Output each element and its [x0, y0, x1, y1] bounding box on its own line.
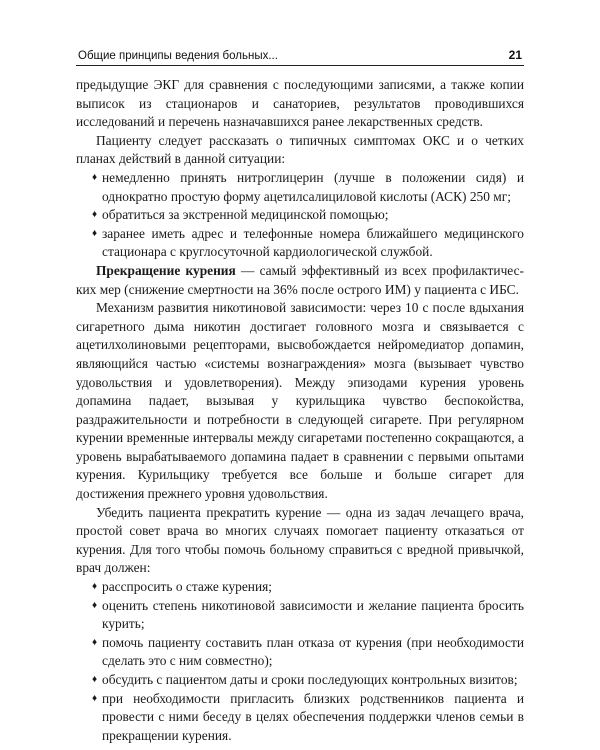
- list-item: [94, 597, 524, 634]
- list-item-text: оценить степень никотиновой зависимости и желание пациента бросить курить;: [102, 597, 524, 632]
- action-list: [76, 169, 524, 262]
- list-item: [94, 671, 524, 690]
- paragraph-3-text: — самый эффективный из всех профилактических мер (снижение смертности на 36% после острого ИМ) у пациента с ИБС.: [76, 262, 524, 297]
- list-item-text: обсудить с пациентом даты и сроки последующих контрольных визитов;: [102, 672, 518, 687]
- paragraph-1: предыдущие ЭКГ для сравнения с последующими записями, а также копии выписок из стационаров и санаториев, результатов проводившихся исследований и перечень назначавшихся ранее лекарственных средств.: [76, 77, 524, 130]
- list-item-text: помочь пациенту составить план отказа от курения (при необходимости сделать это с ним совместно);: [102, 634, 524, 669]
- list-item-text: при необходимости пригласить близких родственников пациента и провести с ними беседу в целях обеспечения поддержки членов семьи в прекращении курения.: [102, 690, 524, 743]
- list-item: [94, 169, 524, 206]
- bullet-icon: ♦: [92, 171, 98, 183]
- bullet-icon: ♦: [92, 636, 98, 648]
- running-header-title: Общие принципы ведения больных...: [78, 50, 278, 62]
- bullet-icon: ♦: [92, 227, 98, 239]
- section-term: Прекращение курения: [96, 262, 236, 278]
- paragraph-5: Убедить пациента прекратить курение — одна из задач лечащего врача, простой совет врача во многих случаях помогает пациенту отказаться от курения. Для того чтобы помочь больному справиться с вредной привычкой, врач должен:: [76, 504, 524, 576]
- doctor-task-list: [76, 578, 524, 745]
- list-item: [94, 578, 524, 597]
- paragraph-2: Пациенту следует рассказать о типичных симптомах ОКС и о четких планах действий в данной ситуации:: [76, 132, 524, 167]
- list-item-text: немедленно принять нитроглицерин (лучше в положении сидя) и однократно простую форму ацетилсалициловой кислоты (АСК) 250 мг;: [102, 169, 524, 204]
- paragraph-3: [76, 262, 524, 299]
- list-item-text: заранее иметь адрес и телефонные номера ближайшего медицинского стационара с круглосуточной кардиологической службой.: [102, 225, 524, 260]
- list-item: [94, 206, 524, 225]
- page-number: 21: [508, 48, 522, 62]
- bullet-icon: ♦: [92, 674, 98, 685]
- list-item: [94, 634, 524, 671]
- running-header: [76, 44, 524, 66]
- list-item-text: расспросить о стаже курения;: [102, 579, 273, 595]
- bullet-icon: ♦: [92, 209, 98, 221]
- paragraph-4: Механизм развития никотиновой зависимости: через 10 с после вдыхания сигаретного дыма никотин достигает головного мозга и связывается с ацетилхолиновыми рецепторами, высвобождается нейромедиатор допамин, являющийся частью «системы вознаграждения» мозга (вызывает чувство удовольствия и удовлетворения). Между эпизодами курения уровень допамина падает, вызывая у курильщика чувство беспокойства, раздражительности и потребности в следующей сигарете. При регулярном курении временные интервалы между сигаретами постепенно сокращаются, а уровень вырабатываемого допамина падает в сравнении с первыми опытами курения. Курильщику требуется все больше и больше сигарет для достижения прежнего уровня удовольствия.: [76, 300, 524, 502]
- list-item-text: обратиться за экстренной медицинской помощью;: [102, 207, 389, 223]
- list-item: [94, 690, 524, 746]
- bullet-icon: ♦: [92, 599, 98, 611]
- list-item: [94, 225, 524, 262]
- body-text: [76, 76, 524, 745]
- bullet-icon: ♦: [92, 581, 98, 593]
- book-page: [76, 44, 524, 745]
- bullet-icon: ♦: [92, 692, 98, 704]
